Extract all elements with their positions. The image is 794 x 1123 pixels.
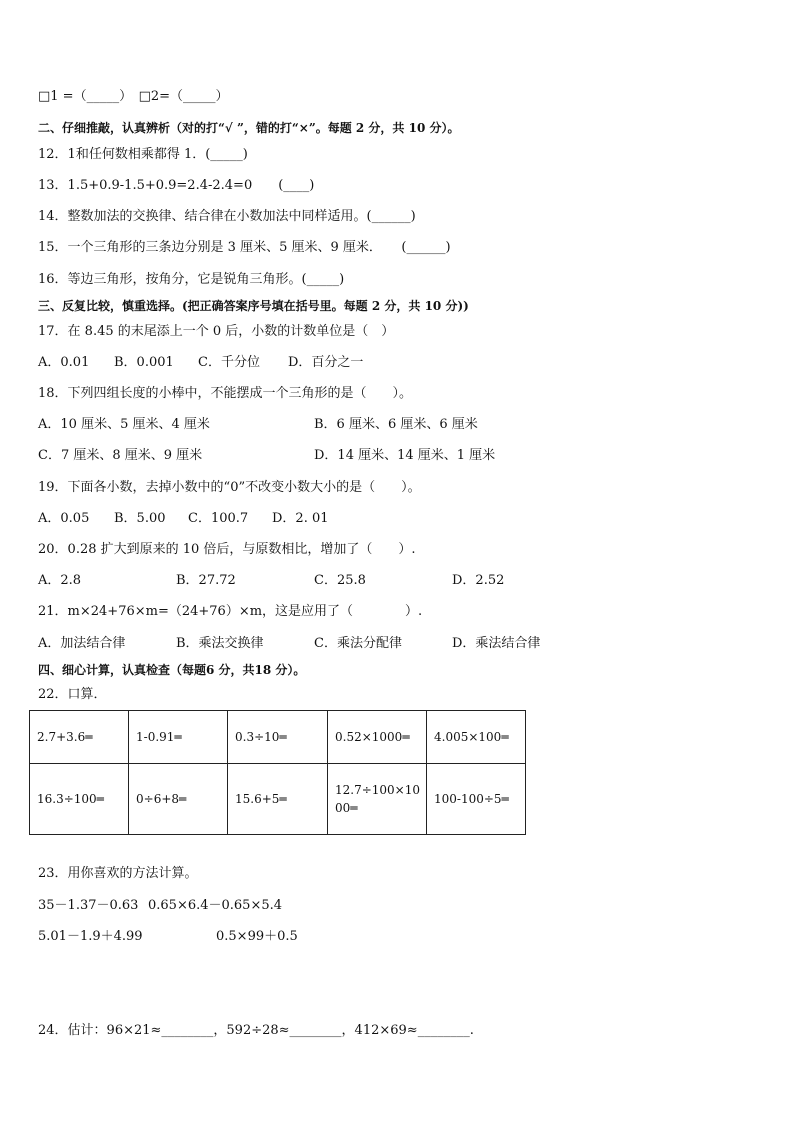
option-c: C．乘法分配律 (314, 636, 402, 651)
question-24: 24．估计：96×21≈________，592÷28≈________，412×69≈________. (38, 1023, 474, 1038)
table-cell: 16.3÷100═ (30, 764, 129, 835)
expression-23a: 35－1.37－0.63 (38, 898, 139, 913)
option-a: A．10 厘米、5 厘米、4 厘米 (38, 417, 210, 432)
question-18: 18．下列四组长度的小棒中，不能摆成一个三角形的是（ ）。 (38, 386, 413, 401)
table-cell: 100-100÷5═ (427, 764, 526, 835)
option-d: D．百分之一 (288, 355, 364, 370)
table-row (30, 764, 526, 835)
option-c: C．7 厘米、8 厘米、9 厘米 (38, 448, 203, 463)
question-19: 19．下面各小数，去掉小数中的“0”不改变小数大小的是（ ）。 (38, 480, 421, 495)
table-cell: 2.7+3.6═ (30, 711, 129, 764)
option-b: B．0.001 (114, 355, 174, 370)
question-21-options (38, 635, 778, 653)
question-20: 20．0.28 扩大到原来的 10 倍后，与原数相比，增加了（ ）. (38, 542, 416, 557)
option-a: A．0.01 (38, 355, 90, 370)
question-12: 12．1和任何数相乘都得 1．(_____) (38, 147, 248, 162)
section-4-heading: 四、细心计算，认真检查（每题6 分，共18 分）。 (38, 663, 306, 677)
expression-23c: 5.01－1.9＋4.99 (38, 929, 143, 944)
question-18-options-row-2 (38, 447, 778, 465)
option-d: D．14 厘米、14 厘米、1 厘米 (314, 448, 496, 463)
table-cell: 1-0.91═ (129, 711, 228, 764)
table-cell: 0.52×1000═ (328, 711, 427, 764)
section-3-heading: 三、反复比较，慎重选择。(把正确答案序号填在括号里。每题 2 分，共 10 分)) (38, 299, 469, 313)
expression-23d: 0.5×99＋0.5 (216, 929, 298, 944)
option-c: C．千分位 (198, 355, 260, 370)
table-cell: 0÷6+8═ (129, 764, 228, 835)
expression-23b: 0.65×6.4－0.65×5.4 (148, 898, 283, 913)
option-b: B．27.72 (176, 573, 236, 588)
option-a: A．0.05 (38, 511, 90, 526)
question-18-options-row-1 (38, 416, 778, 434)
question-23: 23．用你喜欢的方法计算。 (38, 866, 198, 881)
option-c: C．100.7 (188, 511, 249, 526)
question-20-options (38, 572, 778, 590)
table-cell: 15.6+5═ (228, 764, 328, 835)
question-13: 13．1.5+0.9-1.5+0.9=2.4-2.4=0 (____) (38, 178, 315, 193)
option-c: C．25.8 (314, 573, 366, 588)
question-19-options (38, 510, 778, 528)
option-b: B．5.00 (114, 511, 166, 526)
table-row (30, 711, 526, 764)
option-b: B．乘法交换律 (176, 636, 264, 651)
question-15: 15．一个三角形的三条边分别是 3 厘米、5 厘米、9 厘米． (______) (38, 240, 451, 255)
option-d: D．乘法结合律 (452, 636, 541, 651)
table-cell: 4.005×100═ (427, 711, 526, 764)
option-d: D．2. 01 (272, 511, 329, 526)
question-17: 17．在 8.45 的末尾添上一个 0 后，小数的计数单位是（ ） (38, 324, 395, 339)
question-14: 14．整数加法的交换律、结合律在小数加法中同样适用。(______) (38, 209, 416, 224)
option-d: D．2.52 (452, 573, 505, 588)
option-a: A．加法结合律 (38, 636, 126, 651)
blank-line-top: □1 =（_____） □2=（_____） (38, 89, 229, 104)
option-a: A．2.8 (38, 573, 82, 588)
table-cell: 12.7÷100×1000═ (328, 764, 427, 835)
question-21: 21．m×24+76×m=（24+76）×m，这是应用了（ ）. (38, 604, 423, 619)
question-16: 16．等边三角形，按角分，它是锐角三角形。(_____) (38, 272, 345, 287)
question-17-options (38, 354, 778, 372)
section-2-heading: 二、仔细推敲，认真辨析（对的打“√ ”，错的打“×”。每题 2 分，共 10 分）。 (38, 121, 460, 135)
mental-math-table (29, 710, 526, 835)
option-b: B．6 厘米、6 厘米、6 厘米 (314, 417, 478, 432)
table-cell: 0.3÷10═ (228, 711, 328, 764)
question-22: 22．口算． (38, 687, 107, 702)
